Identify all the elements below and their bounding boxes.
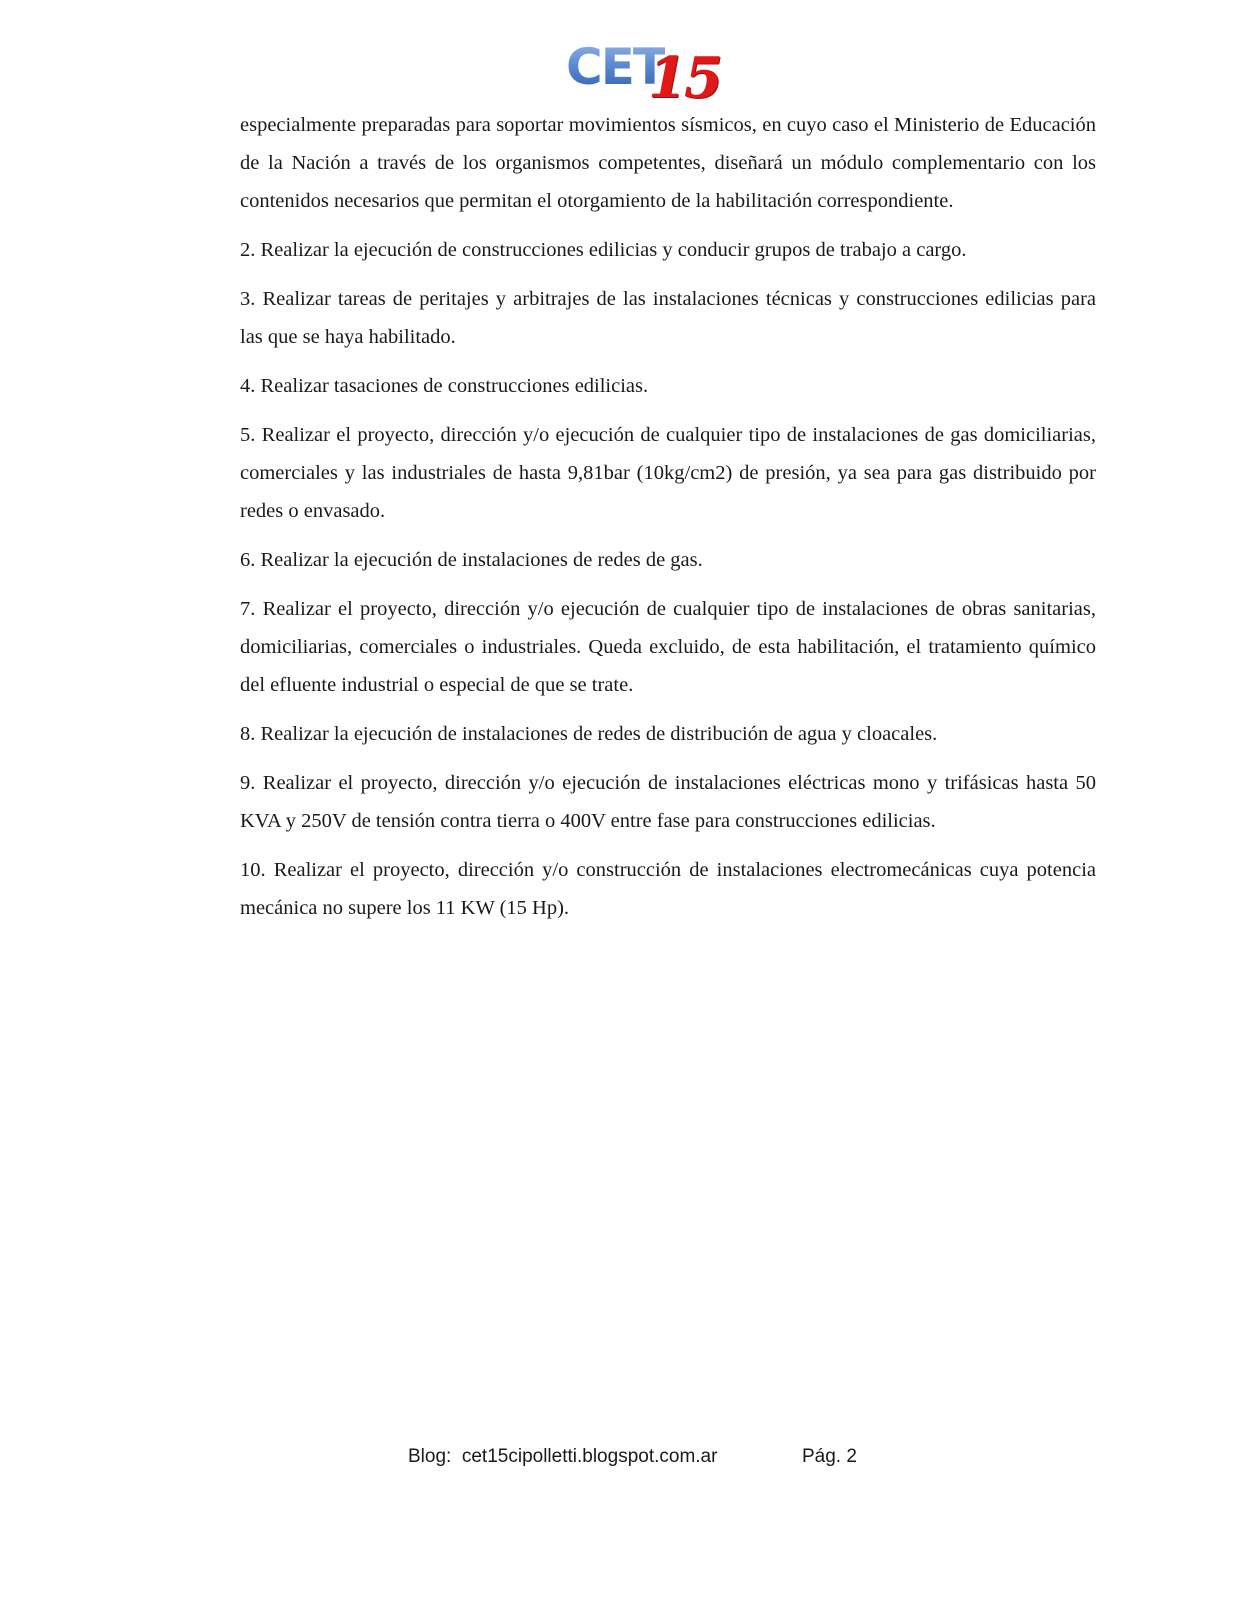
paragraph: 9. Realizar el proyecto, dirección y/o ejecución de instalaciones eléctricas mono y trifásicas hasta 50 KVA y 250V de tensión contra tierra o 400V entre fase para construcciones edilicias.: [240, 772, 1096, 832]
logo-text: CET: [566, 38, 665, 96]
document-body: [240, 106, 1096, 938]
paragraph: 7. Realizar el proyecto, dirección y/o ejecución de cualquier tipo de instalaciones de obras sanitarias, domiciliarias, comerciales o industriales. Queda excluido, de esta habilitación, el tratamiento químico del efluente industrial o especial de que se trate.: [240, 598, 1096, 696]
paragraph: 10. Realizar el proyecto, dirección y/o construcción de instalaciones electromecánicas cuya potencia mecánica no supere los 11 KW (15 Hp).: [240, 859, 1096, 919]
paragraph: 2. Realizar la ejecución de construcciones edilicias y conducir grupos de trabajo a cargo.: [240, 239, 967, 261]
paragraph: 3. Realizar tareas de peritajes y arbitrajes de las instalaciones técnicas y construcciones edilicias para las que se haya habilitado.: [240, 288, 1096, 348]
page-number: Pág. 2: [802, 1446, 857, 1467]
cet15-logo: [566, 38, 720, 111]
paragraph: 8. Realizar la ejecución de instalaciones de redes de distribución de agua y cloacales.: [240, 723, 938, 745]
paragraph: especialmente preparadas para soportar movimientos sísmicos, en cuyo caso el Ministerio de Educación de la Nación a través de los organismos competentes, diseñará un módulo complementario con los contenidos necesarios que permitan el otorgamiento de la habilitación correspondiente.: [240, 114, 1096, 212]
paragraph: 4. Realizar tasaciones de construcciones edilicias.: [240, 375, 649, 397]
page-footer: [0, 1444, 1236, 1474]
paragraph: 5. Realizar el proyecto, dirección y/o ejecución de cualquier tipo de instalaciones de gas domiciliarias, comerciales y las industriales de hasta 9,81bar (10kg/cm2) de presión, ya sea para gas distribuido por redes o envasado.: [240, 424, 1096, 522]
logo-number: 15: [648, 45, 720, 111]
paragraph: 6. Realizar la ejecución de instalaciones de redes de gas.: [240, 549, 703, 571]
footer-blog-link: Blog: cet15cipolletti.blogspot.com.ar: [408, 1446, 718, 1467]
